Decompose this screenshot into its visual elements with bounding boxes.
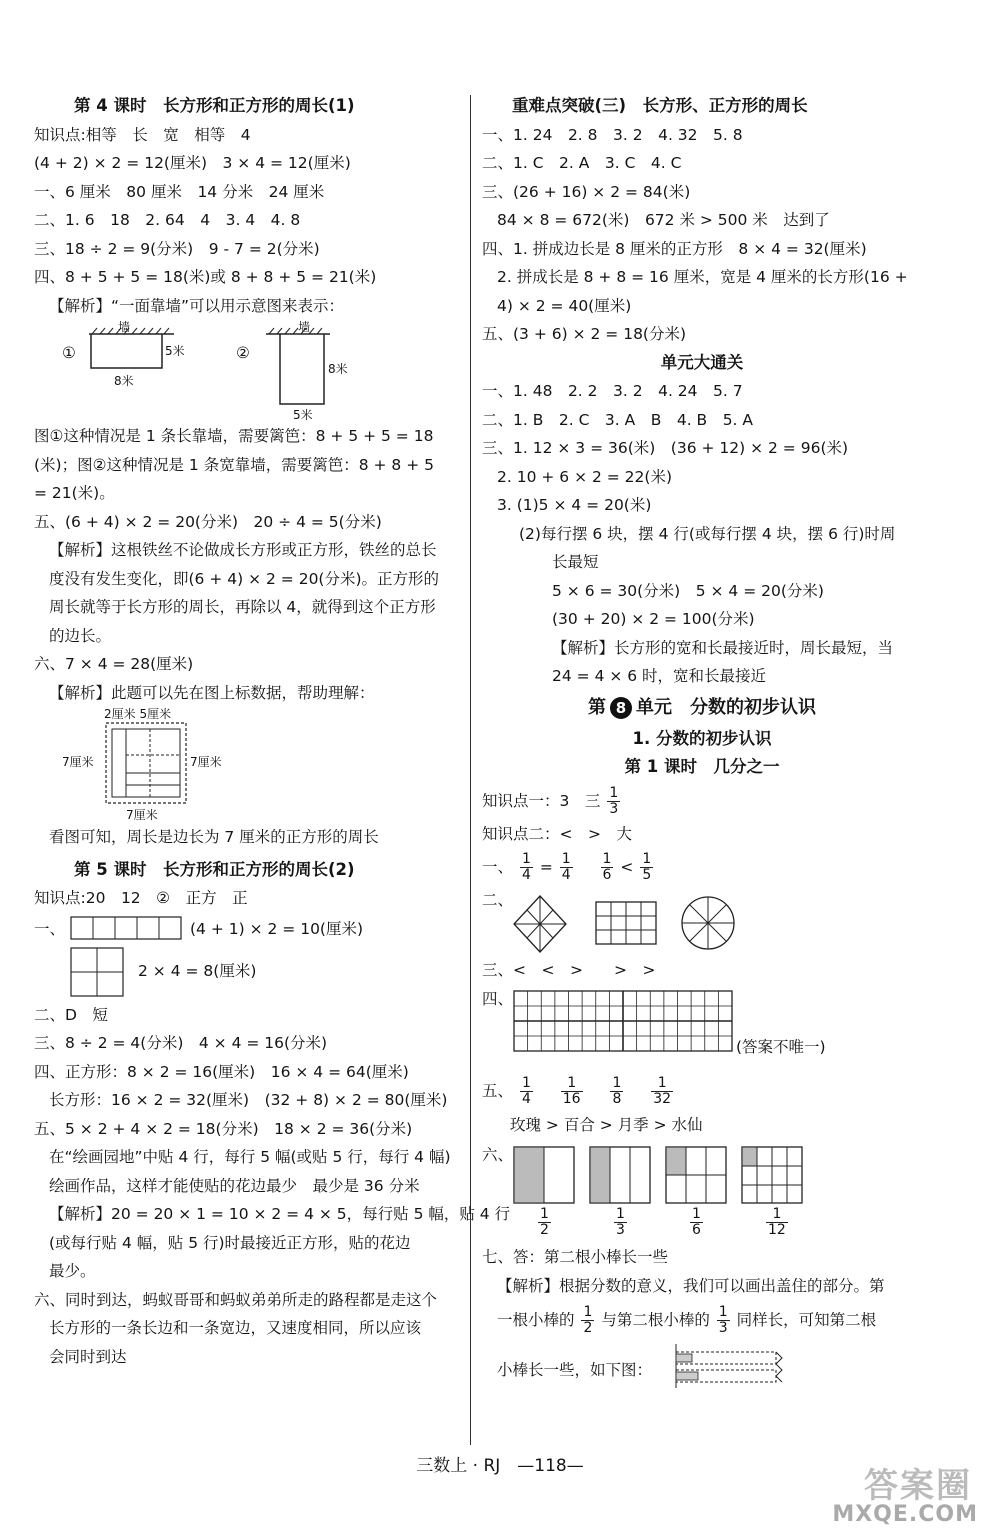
fraction: $\frac{1}{4}$ bbox=[521, 1074, 531, 1107]
question-number: 六、 bbox=[482, 1146, 514, 1164]
question-number: 四、 bbox=[482, 989, 514, 1008]
answer-line: 五、(3 + 6) × 2 = 18(分米) bbox=[482, 325, 687, 343]
answer-line: 看图可知，周长是边长为 7 厘米的正方形的周长 bbox=[49, 828, 379, 846]
analysis-fraction-line bbox=[482, 1300, 922, 1340]
sticks-diagram bbox=[668, 1342, 798, 1390]
question-number: 一、 bbox=[34, 919, 66, 938]
knowledge-point-1 bbox=[482, 782, 922, 820]
answer-line: 长方形的一条长边和一条宽边，又速度相同，所以应该 bbox=[49, 1319, 422, 1337]
answer-line: 三、1. 12 × 3 = 36(米) (36 + 12) × 2 = 96(米) bbox=[482, 439, 849, 457]
answer-line: 六、同时到达，蚂蚁哥哥和蚂蚁弟弟所走的路程都是走这个 bbox=[34, 1290, 438, 1309]
unit-8-title bbox=[482, 691, 922, 725]
fraction: $\frac{1}{3}$ bbox=[616, 1206, 625, 1238]
answer-line: 二、1. B 2. C 3. A B 4. B 5. A bbox=[482, 410, 754, 429]
analysis-line: 24 = 4 × 6 时，宽和长最接近 bbox=[552, 667, 767, 685]
analysis-line: 的边长。 bbox=[49, 626, 112, 645]
answer-line: 四、8 + 5 + 5 = 18(米)或 8 + 8 + 5 = 21(米) bbox=[34, 268, 377, 286]
answer-line: 图①这种情况是 1 条长靠墙，需要篱笆：8 + 5 + 5 = 18 bbox=[34, 427, 434, 445]
fraction: $\frac{1}{4}$ bbox=[521, 851, 531, 883]
fraction: $\frac{1}{3}$ bbox=[718, 1304, 728, 1336]
figure-number-1: ① bbox=[62, 344, 76, 362]
wall-label-2: 墙 bbox=[298, 320, 311, 334]
lesson-5-heading: 第 5 课时 长方形和正方形的周长(2) bbox=[74, 859, 355, 879]
answer-line: 七、答：第二根小棒长一些 bbox=[482, 1248, 669, 1266]
fraction-list-row bbox=[482, 1071, 922, 1111]
analysis-text: 同样长，可知第二根 bbox=[736, 1311, 877, 1329]
answer-line: 4) × 2 = 40(厘米) bbox=[497, 296, 632, 315]
wall-label-1: 墙 bbox=[118, 320, 131, 334]
fraction: $\frac{1}{8}$ bbox=[612, 1074, 622, 1107]
dimension-label: 7厘米 bbox=[126, 808, 158, 822]
section-heading: 1. 分数的初步认识 bbox=[632, 728, 772, 748]
fraction-one-third: $\frac{1}{3}$ bbox=[609, 784, 619, 817]
fraction: $\frac{1}{12}$ bbox=[768, 1206, 786, 1238]
answer-line: 四、1. 拼成边长是 8 厘米的正方形 8 × 4 = 32(厘米) bbox=[482, 239, 867, 258]
answer-line: 知识点:相等 长 宽 相等 4 bbox=[34, 125, 251, 144]
answer-line: 2. 拼成长是 8 + 8 = 16 厘米，宽是 4 厘米的长方形(16 + bbox=[497, 268, 908, 286]
answer-line: 长最短 bbox=[552, 553, 599, 571]
analysis-line: 【解析】根据分数的意义，我们可以画出盖住的部分。第 bbox=[497, 1276, 885, 1295]
answer-line: 二、1. 6 18 2. 64 4 3. 4 4. 8 bbox=[34, 211, 301, 229]
answer-line: 2. 10 + 6 × 2 = 22(米) bbox=[497, 467, 673, 486]
answer-line: 二、1. C 2. A 3. C 4. C bbox=[482, 154, 682, 172]
square-answer-row bbox=[34, 943, 466, 1001]
dimension-label: 2厘米 5厘米 bbox=[104, 707, 172, 721]
shapes-row bbox=[482, 886, 922, 956]
answer-line: 二、D 短 bbox=[34, 1005, 108, 1024]
dimension-label: 7厘米 bbox=[62, 755, 94, 769]
unit-name: 单元 分数的初步认识 bbox=[636, 696, 816, 718]
fraction: $\frac{1}{16}$ bbox=[562, 1074, 581, 1107]
analysis-line: 最少。 bbox=[49, 1262, 96, 1280]
fraction: $\frac{1}{5}$ bbox=[642, 851, 652, 883]
column-divider bbox=[470, 95, 471, 1445]
unit-review-heading: 单元大通关 bbox=[660, 352, 744, 372]
dimension-label: 7厘米 bbox=[190, 755, 222, 769]
wall-fence-figure bbox=[34, 320, 466, 422]
side-label: 8米 bbox=[114, 374, 134, 388]
side-label: 5米 bbox=[293, 408, 313, 422]
question-number: 五、 bbox=[482, 1081, 514, 1100]
answer-line: 三、18 ÷ 2 = 9(分米) 9 - 7 = 2(分米) bbox=[34, 239, 320, 258]
left-column bbox=[34, 92, 511, 1371]
watermark-url: MXQE.COM bbox=[832, 1502, 978, 1527]
answer-line: 四、正方形：8 × 2 = 16(厘米) 16 × 4 = 64(厘米) bbox=[34, 1062, 409, 1081]
unit-prefix: 第 bbox=[588, 696, 606, 718]
wall-fence-diagram bbox=[34, 320, 466, 422]
fraction: $\frac{1}{32}$ bbox=[653, 1074, 672, 1107]
fraction: $\frac{1}{2}$ bbox=[583, 1304, 593, 1336]
divided-shapes bbox=[512, 894, 932, 954]
answer-line: 3. (1)5 × 4 = 20(米) bbox=[497, 496, 652, 514]
analysis-text: 小棒长一些，如下图： bbox=[497, 1361, 653, 1379]
question-number: 一、 bbox=[482, 858, 514, 876]
figure-number-2: ② bbox=[236, 344, 250, 362]
answer-line: 一、6 厘米 80 厘米 14 分米 24 厘米 bbox=[34, 182, 325, 201]
answer-line: (2)每行摆 6 块，摆 4 行(或每行摆 4 块，摆 6 行)时周 bbox=[519, 524, 896, 543]
analysis-line: (或每行贴 4 幅，贴 5 行)时最接近正方形，贴的花边 bbox=[49, 1233, 411, 1252]
answer-line: 三、< < > > > bbox=[482, 961, 656, 979]
fraction: $\frac{1}{6}$ bbox=[602, 851, 612, 883]
analysis-line: 周长就等于长方形的周长，再除以 4，就得到这个正方形 bbox=[49, 598, 436, 616]
grid-figure bbox=[512, 989, 734, 1053]
answer-line: 一、1. 48 2. 2 3. 2 4. 24 5. 7 bbox=[482, 382, 743, 400]
lesson-4-heading: 第 4 课时 长方形和正方形的周长(1) bbox=[74, 96, 355, 115]
answer-line: (米)；图②这种情况是 1 条宽靠墙，需要篱笆：8 + 8 + 5 bbox=[34, 455, 434, 474]
answer-line: = 21(米)。 bbox=[34, 484, 115, 502]
square-diagram bbox=[34, 707, 466, 823]
answer-line: 玫瑰 > 百合 > 月季 > 水仙 bbox=[510, 1115, 703, 1134]
answer-line: 在“绘画园地”中贴 4 行，每行 5 幅(或贴 5 行，每行 4 幅) bbox=[49, 1148, 451, 1166]
answer-line: 绘画作品，这样才能使贴的花边最少 最少是 36 分米 bbox=[49, 1176, 420, 1195]
answer-line: 一、1. 24 2. 8 3. 2 4. 32 5. 8 bbox=[482, 125, 743, 144]
side-label: 5米 bbox=[165, 344, 185, 358]
grid-answer-row bbox=[482, 985, 922, 1071]
answer-line: 长方形：16 × 2 = 32(厘米) (32 + 8) × 2 = 80(厘米) bbox=[49, 1091, 448, 1109]
right-column bbox=[482, 92, 922, 1394]
analysis-line: 【解析】此题可以先在图上标数据，帮助理解： bbox=[49, 683, 375, 702]
lesson-1-heading: 第 1 课时 几分之一 bbox=[624, 757, 780, 776]
breakthrough-heading: 重难点突破(三) 长方形、正方形的周长 bbox=[512, 96, 808, 115]
answer-line: (4 + 2) × 2 = 12(厘米) 3 × 4 = 12(厘米) bbox=[34, 154, 351, 172]
answer-line: 84 × 8 = 672(米) 672 米 > 500 米 达到了 bbox=[497, 211, 830, 229]
analysis-text: 一根小棒的 bbox=[497, 1311, 575, 1329]
answer-line: (30 + 20) × 2 = 100(分米) bbox=[552, 610, 755, 628]
question-number: 二、 bbox=[482, 891, 514, 909]
two-by-two-square bbox=[70, 947, 124, 997]
unit-number-badge: 8 bbox=[610, 697, 632, 719]
watermark-logo: 答案圈 bbox=[864, 1466, 972, 1506]
page-footer: 三数上 · RJ —118— bbox=[416, 1456, 584, 1476]
shaded-rectangles bbox=[512, 1145, 812, 1207]
analysis-line: 【解析】“一面靠墙”可以用示意图来表示： bbox=[49, 296, 345, 315]
answer-line: 六、7 × 4 = 28(厘米) bbox=[34, 655, 194, 673]
note: (答案不唯一) bbox=[736, 1037, 826, 1056]
rect-answer-row bbox=[34, 913, 466, 943]
one-row-rectangle bbox=[70, 916, 182, 940]
answer-line: 三、8 ÷ 2 = 4(分米) 4 × 4 = 16(分米) bbox=[34, 1034, 328, 1052]
answer-line: 知识点:20 12 ② 正方 正 bbox=[34, 889, 248, 907]
answer-line: 5 × 6 = 30(分米) 5 × 4 = 20(分米) bbox=[552, 581, 824, 600]
analysis-text: 与第二根小棒的 bbox=[601, 1311, 710, 1329]
answer-line: 三、(26 + 16) × 2 = 84(米) bbox=[482, 182, 691, 201]
side-label: 8米 bbox=[328, 362, 348, 376]
fraction: $\frac{1}{6}$ bbox=[692, 1206, 701, 1238]
shaded-rectangles-row bbox=[482, 1139, 922, 1243]
fraction-compare-row bbox=[482, 848, 922, 886]
knowledge-point-2: 知识点二：< > 大 bbox=[482, 824, 632, 843]
knowledge-text: 知识点一：3 三 bbox=[482, 791, 601, 810]
analysis-line: 【解析】长方形的宽和长最接近时，周长最短，当 bbox=[552, 638, 894, 657]
answer-line: 五、(6 + 4) × 2 = 20(分米) 20 ÷ 4 = 5(分米) bbox=[34, 512, 382, 531]
answer-text: (4 + 1) × 2 = 10(厘米) bbox=[190, 919, 364, 938]
answer-text: 2 × 4 = 8(厘米) bbox=[138, 961, 257, 980]
equals-sign: = bbox=[539, 858, 553, 876]
sticks-row bbox=[482, 1340, 922, 1394]
analysis-line: 【解析】20 = 20 × 1 = 10 × 2 = 4 × 5，每行贴 5 幅，贴 4 行 bbox=[49, 1205, 511, 1223]
fraction: $\frac{1}{2}$ bbox=[540, 1206, 549, 1238]
analysis-line: 【解析】这根铁丝不论做成长方形或正方形，铁丝的总长 bbox=[49, 541, 437, 559]
answer-line: 会同时到达 bbox=[49, 1347, 127, 1366]
analysis-line: 度没有发生变化，即(6 + 4) × 2 = 20(分米)。正方形的 bbox=[49, 569, 440, 588]
answer-line: 五、5 × 2 + 4 × 2 = 18(分米) 18 × 2 = 36(分米) bbox=[34, 1119, 413, 1138]
fraction: $\frac{1}{4}$ bbox=[561, 851, 571, 883]
less-than-sign: < bbox=[620, 858, 634, 876]
square-figure bbox=[34, 707, 466, 823]
